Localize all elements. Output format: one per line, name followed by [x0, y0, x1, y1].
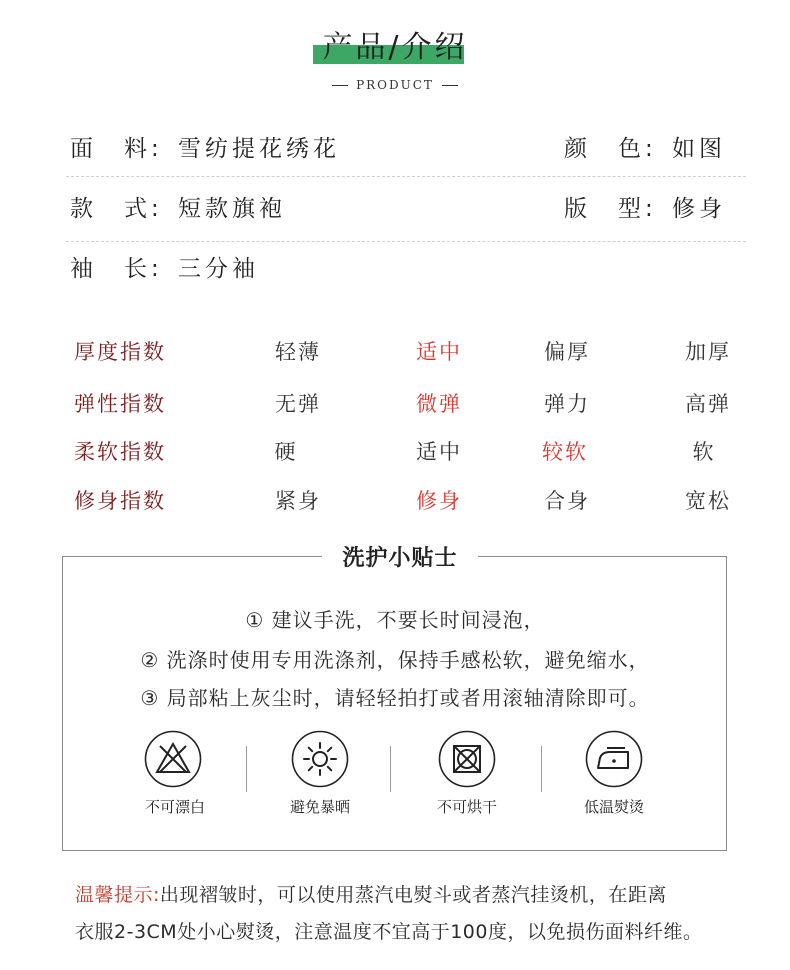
spec-value: 雪纺提花绣花 — [178, 136, 340, 162]
care-line-2: ② 洗涤时使用专用洗涤剂，保持手感松软，避免缩水， — [140, 648, 650, 672]
spec-divider — [66, 241, 746, 242]
index-option-selected: 修身 — [416, 489, 462, 513]
avoid-sun-icon — [291, 730, 349, 788]
index-option: 软 — [692, 440, 716, 464]
subtitle-text: PRODUCT — [356, 78, 434, 92]
index-option-selected: 适中 — [416, 340, 462, 364]
care-line-1: ① 建议手洗，不要长时间浸泡， — [245, 608, 545, 632]
no-bleach-label: 不可漂白 — [144, 798, 205, 816]
index-option: 硬 — [274, 440, 298, 464]
spec-fabric — [70, 134, 340, 164]
care-line-3: ③ 局部粘上灰尘时，请轻轻拍打或者用滚轴清除即可。 — [140, 686, 650, 710]
avoid-sun-label: 避免暴晒 — [289, 798, 350, 816]
no-bleach-icon — [144, 730, 202, 788]
icon-separator — [390, 746, 391, 792]
index-option-selected: 微弹 — [416, 392, 462, 416]
index-option: 宽松 — [685, 489, 731, 513]
tips-text-1: 出现褶皱时，可以使用蒸汽电熨斗或者蒸汽挂烫机，在距离 — [159, 884, 667, 906]
spec-value: 如图 — [672, 136, 726, 162]
page-title: 产品/介绍 — [322, 30, 468, 65]
icon-separator — [541, 746, 542, 792]
subtitle-right-dash — [442, 85, 458, 86]
spec-value: 修身 — [672, 196, 726, 222]
index-option: 适中 — [416, 440, 462, 464]
index-option-selected: 较软 — [542, 440, 588, 464]
tips-line-2: 衣服2-3CM处小心熨烫，注意温度不宜高于100度，以免损伤面料纤维。 — [75, 921, 703, 943]
index-option: 合身 — [544, 489, 590, 513]
spec-divider — [66, 176, 746, 177]
spec-label: 颜 色: — [564, 136, 657, 162]
spec-sleeve — [70, 254, 259, 284]
index-option: 无弹 — [275, 392, 321, 416]
no-tumble-dry-icon — [438, 730, 496, 788]
no-tumble-dry-label: 不可烘干 — [436, 798, 497, 816]
low-iron-icon — [585, 730, 643, 788]
index-option: 弹力 — [544, 392, 590, 416]
spec-label: 面 料: — [70, 136, 163, 162]
index-option: 紧身 — [275, 489, 321, 513]
index-label-thickness: 厚度指数 — [74, 340, 166, 364]
index-option: 加厚 — [685, 340, 731, 364]
icon-separator — [246, 746, 247, 792]
index-label-softness: 柔软指数 — [74, 440, 166, 464]
index-label-elasticity: 弹性指数 — [74, 392, 166, 416]
index-option: 轻薄 — [275, 340, 321, 364]
index-option: 偏厚 — [544, 340, 590, 364]
index-option: 高弹 — [685, 392, 731, 416]
spec-color — [564, 134, 726, 164]
low-iron-label: 低温熨烫 — [583, 798, 644, 816]
product-header — [0, 28, 790, 73]
care-title: 洗护小贴士 — [342, 546, 458, 571]
spec-value: 短款旗袍 — [178, 196, 286, 222]
page-subtitle — [0, 78, 790, 92]
spec-fit — [564, 194, 726, 224]
spec-label: 版 型: — [564, 196, 657, 222]
tips-label: 温馨提示: — [75, 884, 160, 906]
spec-label: 袖 长: — [70, 256, 163, 282]
spec-label: 款 式: — [70, 196, 163, 222]
spec-style — [70, 194, 286, 224]
tips-line-1 — [75, 880, 667, 907]
subtitle-left-dash — [332, 85, 348, 86]
spec-value: 三分袖 — [178, 256, 259, 282]
index-label-fit: 修身指数 — [74, 489, 166, 513]
